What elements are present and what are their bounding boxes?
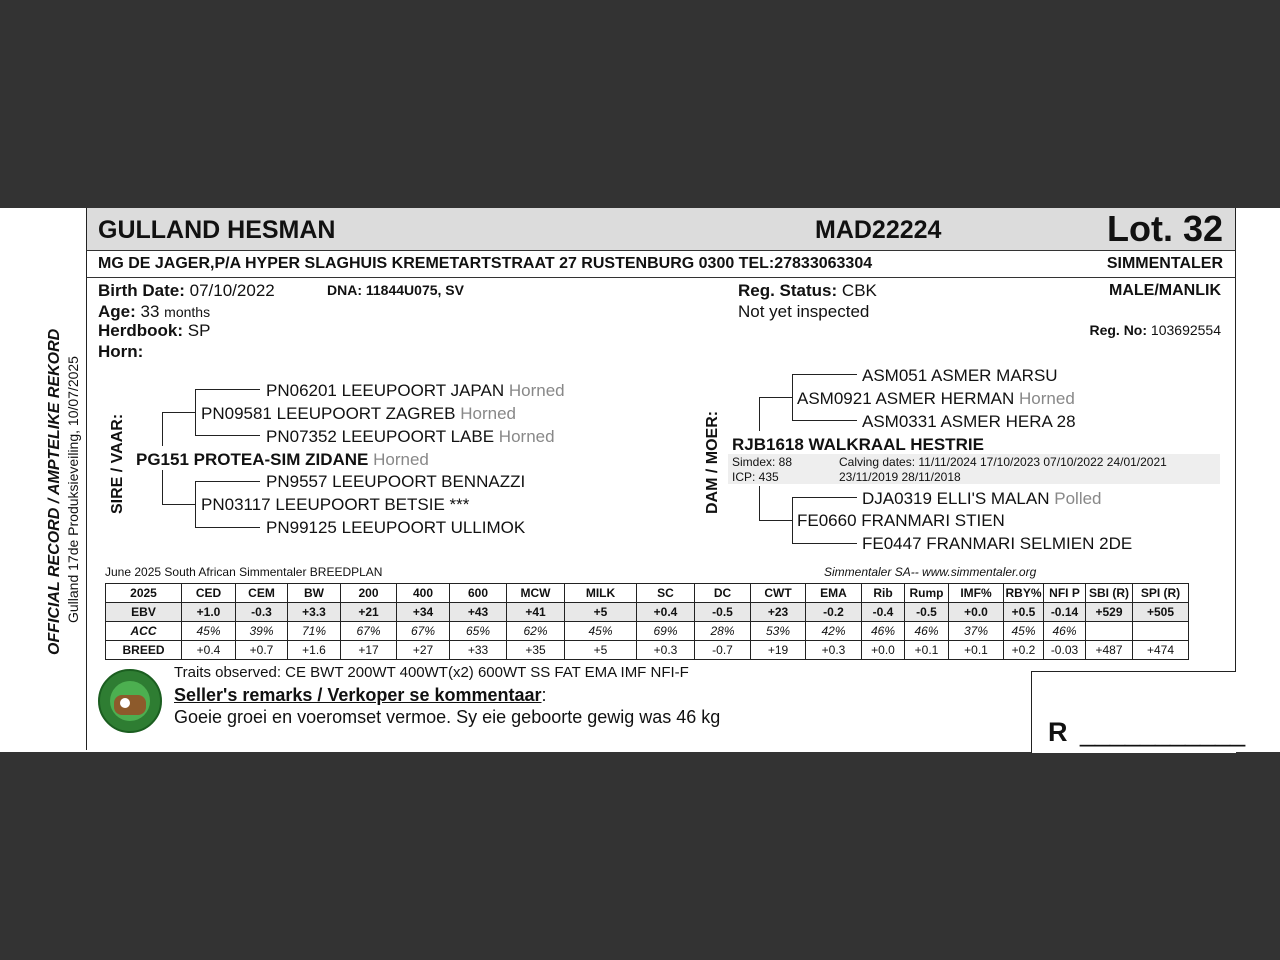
dam-sire: ASM0921 ASMER HERMAN Horned xyxy=(797,389,1075,408)
column-header: 400 xyxy=(397,584,450,603)
calving-dates: Calving dates: 11/11/2024 17/10/2023 07/10/2022 24/01/2021 xyxy=(839,455,1167,469)
lot-card xyxy=(0,208,1280,752)
table-cell: +23 xyxy=(751,603,806,622)
table-cell: +474 xyxy=(1133,641,1189,660)
table-cell: +19 xyxy=(751,641,806,660)
column-header: CEM xyxy=(236,584,288,603)
row-label: ACC xyxy=(106,622,182,641)
sire-dam-sire: PN9557 LEEUPOORT BENNAZZI xyxy=(266,472,526,491)
sire-label: SIRE / VAAR: xyxy=(109,413,126,514)
calving-dates-2: 23/11/2019 28/11/2018 xyxy=(839,470,961,484)
table-cell: +0.1 xyxy=(949,641,1004,660)
breedplan-website: Simmentaler SA-- www.simmentaler.org xyxy=(824,565,1037,579)
dam-name: RJB1618 WALKRAAL HESTRIE xyxy=(732,435,984,454)
sire-sire-dam: PN07352 LEEUPOORT LABE Horned xyxy=(266,427,555,446)
table-cell: 71% xyxy=(288,622,341,641)
table-cell: 67% xyxy=(341,622,397,641)
row-label: EBV xyxy=(106,603,182,622)
table-cell: +34 xyxy=(397,603,450,622)
dam-dam-dam: FE0447 FRANMARI SELMIEN 2DE xyxy=(862,534,1133,553)
table-cell: +1.0 xyxy=(182,603,236,622)
table-cell: 62% xyxy=(507,622,565,641)
table-cell: +0.1 xyxy=(905,641,949,660)
table-cell: 67% xyxy=(397,622,450,641)
table-cell: -0.7 xyxy=(695,641,751,660)
dam-dam: FE0660 FRANMARI STIEN xyxy=(797,511,1005,530)
sex: MALE/MANLIK xyxy=(1109,282,1221,299)
dam-dam-sire: DJA0319 ELLI'S MALAN Polled xyxy=(862,489,1102,508)
table-cell: +41 xyxy=(507,603,565,622)
ebv-table xyxy=(105,583,1189,660)
column-header: CED xyxy=(182,584,236,603)
table-cell: 53% xyxy=(751,622,806,641)
table-cell: -0.3 xyxy=(236,603,288,622)
table-cell: 28% xyxy=(695,622,751,641)
traits-observed: Traits observed: CE BWT 200WT 400WT(x2) 600WT SS FAT EMA IMF NFI-F xyxy=(174,664,689,681)
table-cell: 65% xyxy=(450,622,507,641)
reg-status: Reg. Status: CBK xyxy=(738,281,877,300)
table-cell: +33 xyxy=(450,641,507,660)
simdex: Simdex: 88 xyxy=(732,455,793,469)
table-cell: 39% xyxy=(236,622,288,641)
column-header: SPI (R) xyxy=(1133,584,1189,603)
column-header: SC xyxy=(637,584,695,603)
table-cell: 46% xyxy=(862,622,905,641)
table-cell: 45% xyxy=(565,622,637,641)
sire-sire: PN09581 LEEUPOORT ZAGREB Horned xyxy=(201,404,516,423)
table-cell: +5 xyxy=(565,603,637,622)
table-cell: +5 xyxy=(565,641,637,660)
table-cell: +0.0 xyxy=(862,641,905,660)
column-header: MCW xyxy=(507,584,565,603)
table-cell: +21 xyxy=(341,603,397,622)
herdbook: Herdbook: SP xyxy=(98,321,211,340)
table-cell: +43 xyxy=(450,603,507,622)
price-blank[interactable]: ___________ xyxy=(1080,717,1246,747)
table-cell: 37% xyxy=(949,622,1004,641)
remarks-text: Goeie groei en voeromset vermoe. Sy eie geboorte gewig was 46 kg xyxy=(174,707,721,727)
column-header: SBI (R) xyxy=(1086,584,1133,603)
column-header: NFI P xyxy=(1044,584,1086,603)
table-cell: -0.2 xyxy=(806,603,862,622)
owner-bar xyxy=(86,251,1236,278)
table-cell: -0.5 xyxy=(695,603,751,622)
official-record-label: OFFICIAL RECORD / AMPTELIKE REKORD xyxy=(46,328,63,655)
table-cell: -0.14 xyxy=(1044,603,1086,622)
remarks-title: Seller's remarks / Verkoper se kommentaar: xyxy=(174,685,547,705)
breedplan-caption: June 2025 South African Simmentaler BREEDPLAN xyxy=(105,565,383,579)
sire-dam: PN03117 LEEUPOORT BETSIE *** xyxy=(201,495,470,514)
column-header: RBY% xyxy=(1004,584,1044,603)
card-header xyxy=(86,208,1236,251)
horn: Horn: xyxy=(98,342,144,361)
sale-label: Gulland 17de Produksieveiling, 10/07/2025 xyxy=(65,356,81,623)
column-header: 600 xyxy=(450,584,507,603)
simmentaler-sa-logo-icon xyxy=(98,669,162,733)
sire-name: PG151 PROTEA-SIM ZIDANE Horned xyxy=(136,450,429,469)
table-cell: +0.7 xyxy=(236,641,288,660)
table-cell: +35 xyxy=(507,641,565,660)
owner-address: MG DE JAGER,P/A HYPER SLAGHUIS KREMETARTSTRAAT 27 RUSTENBURG 0300 TEL:27833063304 xyxy=(98,255,873,272)
ebv-header-row xyxy=(106,584,1189,603)
column-header: 2025 xyxy=(106,584,182,603)
table-row xyxy=(106,641,1189,660)
dam-sire-dam: ASM0331 ASMER HERA 28 xyxy=(862,412,1076,431)
table-cell: +3.3 xyxy=(288,603,341,622)
dam-sire-sire: ASM051 ASMER MARSU xyxy=(862,366,1058,385)
column-header: BW xyxy=(288,584,341,603)
row-label: BREED xyxy=(106,641,182,660)
sire-sire-sire: PN06201 LEEUPOORT JAPAN Horned xyxy=(266,381,565,400)
icp: ICP: 435 xyxy=(732,470,779,484)
table-cell: 46% xyxy=(1044,622,1086,641)
table-cell: +0.3 xyxy=(637,641,695,660)
sire-dam-dam: PN99125 LEEUPOORT ULLIMOK xyxy=(266,518,526,537)
animal-name: GULLAND HESMAN xyxy=(98,216,336,244)
table-cell xyxy=(1086,622,1133,641)
table-cell: 46% xyxy=(905,622,949,641)
column-header: Rib xyxy=(862,584,905,603)
column-header: IMF% xyxy=(949,584,1004,603)
column-header: 200 xyxy=(341,584,397,603)
table-cell: 45% xyxy=(1004,622,1044,641)
column-header: Rump xyxy=(905,584,949,603)
table-cell: +0.4 xyxy=(637,603,695,622)
breed-name: SIMMENTALER xyxy=(1106,255,1223,272)
dam-label: DAM / MOER: xyxy=(704,410,721,514)
column-header: CWT xyxy=(751,584,806,603)
table-row xyxy=(106,603,1189,622)
table-cell: +0.2 xyxy=(1004,641,1044,660)
column-header: EMA xyxy=(806,584,862,603)
table-cell: +17 xyxy=(341,641,397,660)
table-cell: 45% xyxy=(182,622,236,641)
lot-number: Lot. 32 xyxy=(1106,208,1223,249)
reg-number: Reg. No: 103692554 xyxy=(1089,322,1221,338)
table-row xyxy=(106,622,1189,641)
table-cell: -0.03 xyxy=(1044,641,1086,660)
column-header: DC xyxy=(695,584,751,603)
table-cell: +0.0 xyxy=(949,603,1004,622)
table-cell: 69% xyxy=(637,622,695,641)
table-cell: -0.4 xyxy=(862,603,905,622)
age: Age: 33 months xyxy=(98,302,211,321)
table-cell: +505 xyxy=(1133,603,1189,622)
table-cell: +1.6 xyxy=(288,641,341,660)
table-cell: +27 xyxy=(397,641,450,660)
table-cell: +529 xyxy=(1086,603,1133,622)
table-cell: -0.5 xyxy=(905,603,949,622)
dna-info: DNA: 11844U075, SV xyxy=(327,282,464,298)
table-cell: +0.4 xyxy=(182,641,236,660)
price-prefix: R xyxy=(1048,717,1068,747)
birth-date: Birth Date: 07/10/2022 xyxy=(98,281,275,300)
table-cell: +487 xyxy=(1086,641,1133,660)
table-cell: +0.5 xyxy=(1004,603,1044,622)
table-cell xyxy=(1133,622,1189,641)
animal-id: MAD22224 xyxy=(815,216,942,244)
inspection-status: Not yet inspected xyxy=(738,302,870,321)
table-cell: 42% xyxy=(806,622,862,641)
column-header: MILK xyxy=(565,584,637,603)
price-box xyxy=(1031,671,1246,753)
table-cell: +0.3 xyxy=(806,641,862,660)
